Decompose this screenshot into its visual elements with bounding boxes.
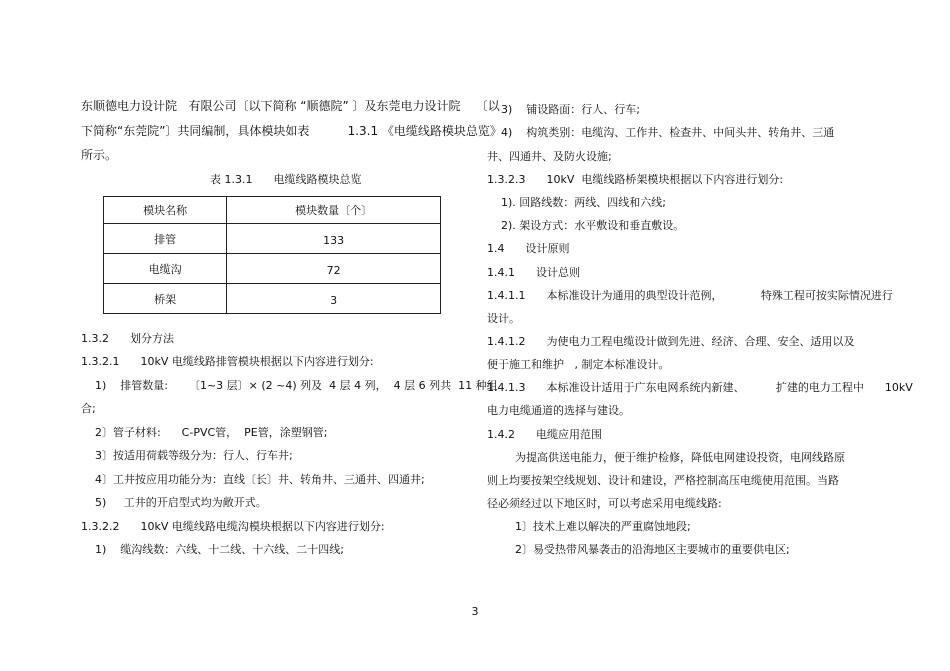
table-row xyxy=(104,284,441,314)
left-intro-line-3: 所示。 xyxy=(81,148,118,162)
right-text-line: 井、四通井、及防火设施; xyxy=(487,150,612,163)
right-text-line: 4) 构筑类别：电缆沟、工作井、检查井、中间头井、转角井、三通 xyxy=(487,126,835,139)
left-text-line: 1) 缆沟线数：六线、十二线、十六线、二十四线; xyxy=(81,543,344,556)
left-intro-line-1: 东顺德电力设计院 有限公司〔以下简称 “顺德院” 〕及东莞电力设计院 〔以 xyxy=(81,99,500,113)
right-text-line: 1.4.1.3 本标准设计适用于广东电网系统内新建、 扩建的电力工程中 10kV xyxy=(487,381,913,394)
left-intro-line-2: 下简称“东莞院”〕共同编制，具体模块如表 1.3.1 《电缆线路模块总览》 xyxy=(81,124,502,138)
table-cell: 133 xyxy=(227,224,441,254)
table-cell: 桥架 xyxy=(104,284,227,314)
right-text-line: 1〕技术上难以解决的严重腐蚀地段; xyxy=(487,520,691,533)
right-text-line: 径必须经过以下地区时，可以考虑采用电缆线路: xyxy=(487,497,722,510)
left-text-line: 合; xyxy=(81,402,96,415)
section-heading: 1.4.2 电缆应用范围 xyxy=(487,428,602,441)
table-header-row xyxy=(104,197,441,224)
right-text-line: 2〕易受热带风暴袭击的沿海地区主要城市的重要供电区; xyxy=(487,543,790,556)
right-text-line: 便于施工和维护 , 制定本标准设计。 xyxy=(487,358,670,371)
left-text-line: 1) 排管数量: 〔1~3 层〕× (2 ~4) 列及 4 层 4 列， 4 层 6 列共 11 种组 xyxy=(81,379,498,392)
right-text-line: 设计。 xyxy=(487,312,520,325)
table-caption: 表 1.3.1 电缆线路模块总览 xyxy=(210,173,362,186)
section-heading: 1.4.1 设计总则 xyxy=(487,266,580,279)
right-text-line: 电力电缆通道的选择与建设。 xyxy=(487,404,630,417)
module-table xyxy=(103,196,441,314)
right-text-line: 1.3.2.3 10kV 电缆线路桥架模块根据以下内容进行划分: xyxy=(487,173,784,186)
left-text-line: 2〕管子材料: C-PVC管， PE管，涂塑钢管; xyxy=(81,426,328,439)
left-text-line: 1.3.2 划分方法 xyxy=(81,332,174,345)
table-cell: 72 xyxy=(227,254,441,284)
table-cell: 电缆沟 xyxy=(104,254,227,284)
table-cell: 排管 xyxy=(104,224,227,254)
right-text-line: 1.4.1.2 为使电力工程电缆设计做到先进、经济、合理、安全、适用以及 xyxy=(487,335,855,348)
right-text-line: 则上均要按架空线规划、设计和建设，严格控制高压电缆使用范围。当路 xyxy=(487,474,839,487)
table-header-cell: 模块数量〔个〕 xyxy=(227,197,441,224)
right-text-line: 1.4.1.1 本标准设计为通用的典型设计范例， 特殊工程可按实际情况进行 xyxy=(487,289,893,302)
section-heading: 1.4 设计原则 xyxy=(487,242,570,255)
right-text-line: 2). 架设方式：水平敷设和垂直敷设。 xyxy=(487,219,685,232)
table-row xyxy=(104,224,441,254)
table-row xyxy=(104,254,441,284)
left-text-line: 3〕按适用荷载等级分为：行人、行车井; xyxy=(81,449,293,462)
left-text-line: 1.3.2.1 10kV 电缆线路排管模块根据以下内容进行划分: xyxy=(81,355,374,368)
right-text-line: 为提高供送电能力，便于维护检修，降低电网建设投资，电网线路原 xyxy=(487,451,845,464)
right-text-line: 3) 铺设路面：行人、行车; xyxy=(487,103,640,116)
table-header-cell: 模块名称 xyxy=(104,197,227,224)
table-cell: 3 xyxy=(227,284,441,314)
left-text-line: 1.3.2.2 10kV 电缆线路电缆沟模块根据以下内容进行划分: xyxy=(81,520,385,533)
left-text-line: 4〕工井按应用功能分为：直线〔长〕井、转角井、三通井、四通井; xyxy=(81,473,425,486)
right-text-line: 1). 回路线数：两线、四线和六线; xyxy=(487,196,666,209)
left-text-line: 5) 工井的开启型式均为敞开式。 xyxy=(81,496,267,509)
page-number: 3 xyxy=(471,605,479,618)
